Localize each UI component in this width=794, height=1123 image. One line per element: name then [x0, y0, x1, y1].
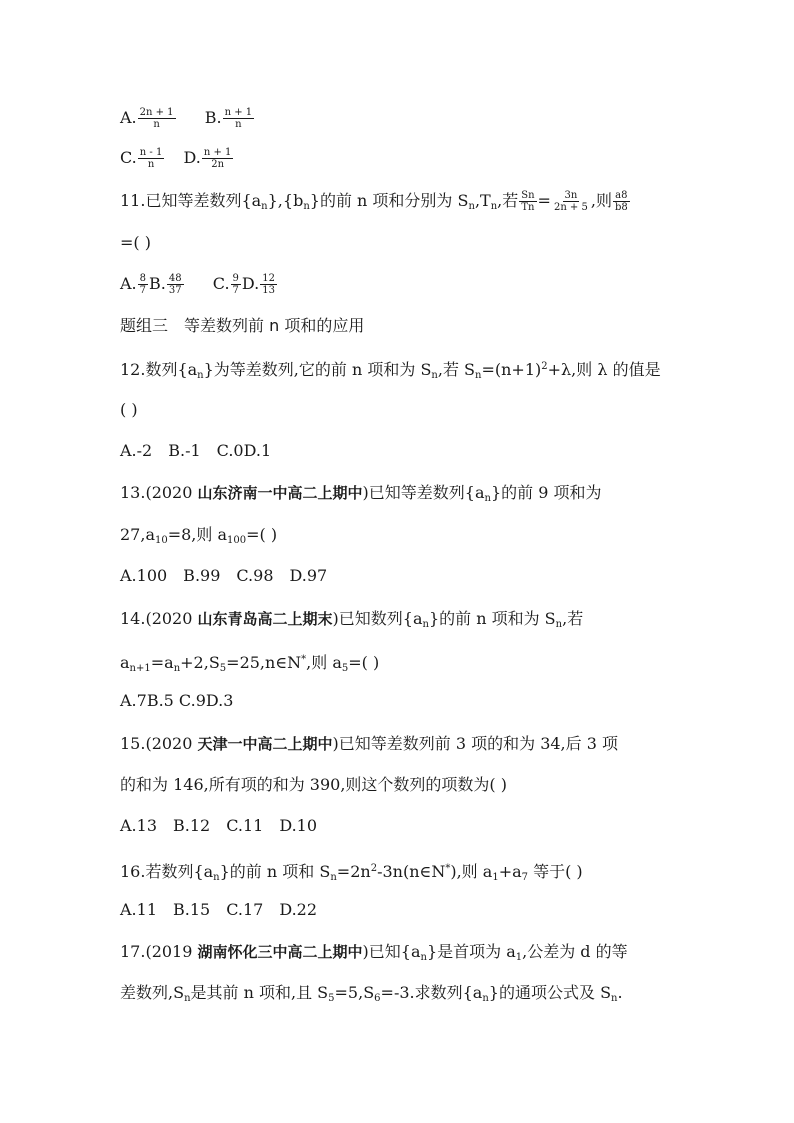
- q11-option-a-fraction: $\frac{8}{7}$: [139, 273, 147, 296]
- q10-option-d-fraction: $\frac{n + 1}{2n}$: [203, 147, 232, 170]
- q14-stem: 14.(2020 山东青岛高二上期末)已知数列$\{a_n\}$的前 n 项和为 $S_n$,若: [120, 609, 584, 630]
- q13-line2: $27,a_{10}=8$,则 $a_{100}=$( ): [120, 525, 278, 546]
- q13-source: 山东济南一中高二上期中: [197, 484, 363, 502]
- q16-stem: 16.若数列$\{a_n\}$的前 n 项和 $S_n=2n^2-3n(n\in N^*)$,则 $a_1+a_7$ 等于( ): [120, 862, 583, 883]
- q12-stem: 12.数列$\{a_n\}$为等差数列,它的前 n 项和为 $S_n$,若 $S_n=(n+1)^2+\lambda$,则 λ 的值是: [120, 360, 661, 381]
- q14-source: 山东青岛高二上期末: [197, 610, 333, 628]
- q10-option-a-label: A.: [120, 108, 137, 127]
- q11-fraction-sn-tn: $\frac{Sn}{Tn}$: [521, 190, 535, 213]
- q14-options: A.7B.5 C.9D.3: [120, 691, 234, 710]
- q12-blank: ( ): [120, 400, 138, 419]
- q13-stem: 13.(2020 山东济南一中高二上期中)已知等差数列$\{a_n\}$的前 9 项和为: [120, 483, 602, 504]
- q15-source: 天津一中高二上期中: [197, 735, 333, 753]
- q11-options: A. $\frac{8}{7}$ B. $\frac{48}{37}$ C. $\frac{9}{7}$ D. $\frac{12}{13}$: [120, 273, 275, 296]
- q10-options-row1: [120, 107, 255, 130]
- q17-stem: 17.(2019 湖南怀化三中高二上期中)已知$\{a_n\}$是首项为 $a_1$,公差为 d 的等: [120, 942, 628, 963]
- q13-options: A.100 B.99 C.98 D.97: [120, 566, 328, 585]
- q11-option-d-fraction: $\frac{12}{13}$: [262, 273, 275, 296]
- q10-option-c-label: C.: [120, 148, 137, 167]
- q10-option-b-fraction: $\frac{n + 1}{n}$: [224, 107, 253, 130]
- q15-options: A.13 B.12 C.11 D.10: [120, 816, 318, 835]
- q11-stem: 11.已知等差数列$\{a_n\},\{b_n\}$的前 n 项和分别为 $S_n,T_n$,若 $\frac{Sn}{Tn}$ = $\frac{3n}{2n + 5}$ ,则 $\frac{a8}{b8}$: [120, 190, 628, 213]
- q14-line2: $a_{n+1}=a_n+2,S_5=25,n\in N^*$,则 $a_5=$( ): [120, 653, 380, 674]
- q11-fraction-a8-b8: $\frac{a8}{b8}$: [614, 190, 628, 213]
- q15-line2: 的和为 146,所有项的和为 390,则这个数列的项数为( ): [120, 775, 507, 794]
- q10-option-c-fraction: $\frac{n - 1}{n}$: [139, 147, 163, 170]
- q15-stem: 15.(2020 天津一中高二上期中)已知等差数列前 3 项的和为 34,后 3 项: [120, 734, 618, 753]
- q16-options: A.11 B.15 C.17 D.22: [120, 900, 318, 919]
- q11-blank: =( ): [120, 233, 151, 252]
- q17-source: 湖南怀化三中高二上期中: [197, 943, 363, 961]
- q17-line2: 差数列$,S_n$是其前 n 项和,且 $S_5=5,S_6=-3$.求数列$\{a_n\}$的通项公式及 $S_n$.: [120, 983, 623, 1004]
- q11-fraction-3n: $\frac{3n}{2n + 5}$: [553, 190, 588, 213]
- q12-options: A.-2 B.-1 C.0D.1: [120, 441, 272, 460]
- section-heading: 题组三 等差数列前 n 项和的应用: [120, 316, 365, 335]
- q10-options-row2: [120, 147, 234, 170]
- q10-option-a-fraction: $\frac{2n + 1}{n}$: [139, 107, 174, 130]
- q11-option-c-fraction: $\frac{9}{7}$: [232, 273, 239, 296]
- q11-option-b-fraction: $\frac{48}{37}$: [168, 273, 182, 296]
- q10-option-d-label: D.: [183, 148, 201, 167]
- q10-option-b-label: B.: [204, 108, 222, 127]
